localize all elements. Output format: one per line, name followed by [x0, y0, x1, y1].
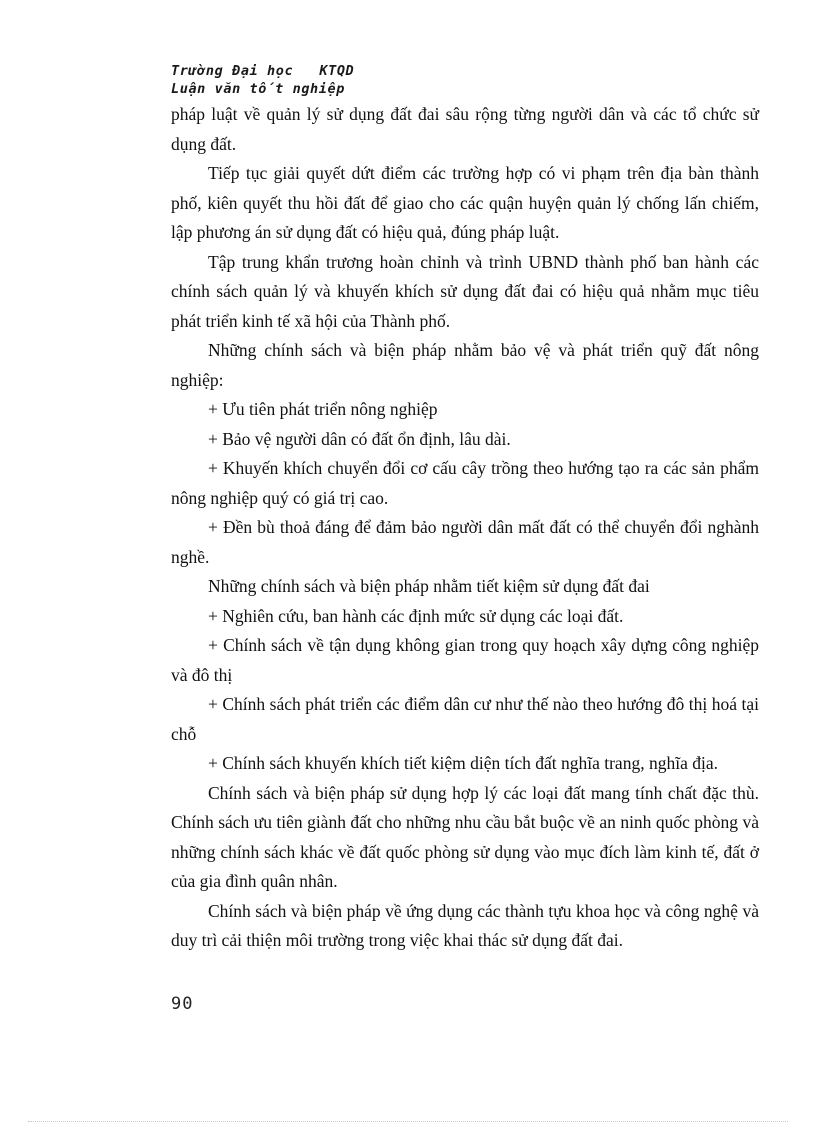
page-bottom-divider [28, 1121, 788, 1122]
page-number: 90 [171, 994, 194, 1014]
paragraph: pháp luật về quản lý sử dụng đất đai sâu rộng từng người dân và các tổ chức sử dụng đất. [171, 104, 759, 154]
page-header [171, 62, 354, 98]
list-item: + Nghiên cứu, ban hành các định mức sử dụng các loại đất. [208, 605, 624, 626]
paragraph: Những chính sách và biện pháp nhằm bảo vệ và phát triển quỹ đất nông nghiệp: [171, 340, 759, 390]
header-thesis-title: Luận văn tốt nghiệp [171, 81, 345, 97]
document-body [171, 100, 759, 956]
paragraph: Tập trung khẩn trương hoàn chỉnh và trình UBND thành phố ban hành các chính sách quản lý và khuyến khích sử dụng đất đai có hiệu quả nhằm mục tiêu phát triển kinh tế xã hội của Thành phố. [171, 251, 759, 331]
list-item: + Chính sách về tận dụng không gian trong quy hoạch xây dựng công nghiệp và đô thị [171, 635, 759, 685]
list-item: + Ưu tiên phát triển nông nghiệp [208, 399, 438, 419]
list-item: + Bảo vệ người dân có đất ổn định, lâu dài. [208, 428, 511, 449]
list-item: + Chính sách khuyến khích tiết kiệm diện tích đất nghĩa trang, nghĩa địa. [208, 753, 718, 773]
paragraph: Chính sách và biện pháp về ứng dụng các thành tựu khoa học và công nghệ và duy trì cải thiện môi trường trong việc khai thác sử dụng đất đai. [171, 900, 759, 950]
list-item: + Đền bù thoả đáng để đảm bảo người dân mất đất có thể chuyển đổi nghành nghề. [171, 517, 759, 567]
list-item: + Chính sách phát triển các điểm dân cư như thế nào theo hướng đô thị hoá tại chỗ [171, 694, 759, 744]
paragraph: Chính sách và biện pháp sử dụng hợp lý các loại đất mang tính chất đặc thù. Chính sách ưu tiên giành đất cho những nhu cầu bắt buộc về an ninh quốc phòng và những chính sách khác về đất quốc phòng sử dụng vào mục đích làm kinh tế, đất ở của gia đình quân nhân. [171, 782, 759, 891]
paragraph: Những chính sách và biện pháp nhằm tiết kiệm sử dụng đất đai [208, 576, 650, 596]
header-university: Trường Đại học KTQD [171, 63, 355, 79]
paragraph: Tiếp tục giải quyết dứt điểm các trường hợp có vi phạm trên địa bàn thành phố, kiên quyết thu hồi đất để giao cho các quận huyện quản lý chống lấn chiếm, lập phương án sử dụng đất có hiệu quả, đúng pháp luật. [171, 163, 759, 242]
list-item: + Khuyến khích chuyển đổi cơ cấu cây trồng theo hướng tạo ra các sản phẩm nông nghiệp quý có giá trị cao. [171, 458, 759, 508]
